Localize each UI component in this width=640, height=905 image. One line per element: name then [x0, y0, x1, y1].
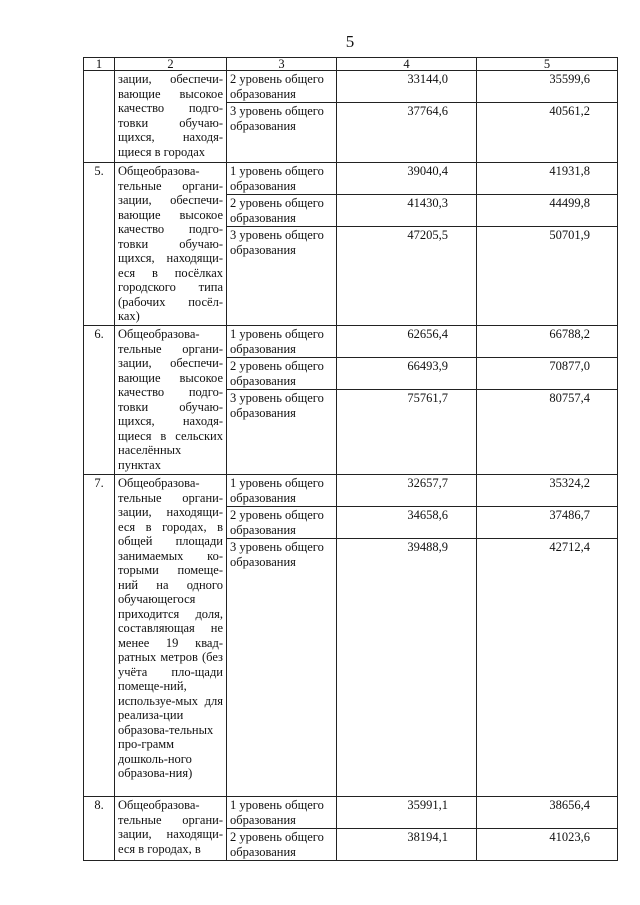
value-col-5: 35324,2 [477, 475, 618, 507]
value-col-5: 37486,7 [477, 507, 618, 539]
value-col-5: 44499,8 [477, 195, 618, 227]
table-row [84, 326, 618, 358]
value-col-4: 38194,1 [337, 829, 477, 861]
level-cell: 2 уровень общего образования [227, 507, 337, 539]
table-row [84, 797, 618, 829]
value-col-5: 41931,8 [477, 163, 618, 195]
row-description: Общеобразова-тельные органи-зации, находящи-еся в городах, в общей площади занимаемых ко-торыми помеще-ний на одного обучающегося приходится доля, составляющая не менее 19 квад-ратных метров (без учёта пло-щади помеще-ний, используе-мых для реализа-ции образова-тельных про-грамм дошколь-ного образова-ния) [115, 475, 227, 797]
page-number: 5 [345, 32, 355, 51]
value-col-5: 38656,4 [477, 797, 618, 829]
value-col-5: 35599,6 [477, 71, 618, 103]
value-col-4: 66493,9 [337, 358, 477, 390]
level-cell: 1 уровень общего образования [227, 797, 337, 829]
header-row [84, 58, 618, 71]
value-col-4: 35991,1 [337, 797, 477, 829]
level-cell: 3 уровень общего образования [227, 390, 337, 475]
row-description: Общеобразова-тельные органи-зации, обеспечи-вающие высокое качество подго-товки обучаю-щихся, находящи-еся в посёлках городского типа (рабочих посёл-ках) [115, 163, 227, 326]
value-col-4: 62656,4 [337, 326, 477, 358]
value-col-5: 66788,2 [477, 326, 618, 358]
value-col-4: 33144,0 [337, 71, 477, 103]
row-number: 5. [84, 163, 115, 326]
row-number [84, 71, 115, 163]
header-col-3: 3 [227, 58, 337, 71]
header-col-2: 2 [115, 58, 227, 71]
value-col-4: 41430,3 [337, 195, 477, 227]
value-col-5: 40561,2 [477, 103, 618, 163]
value-col-4: 47205,5 [337, 227, 477, 326]
row-description: зации, обеспечи-вающие высокое качество подго-товки обучаю-щихся, находя-щиеся в городах [115, 71, 227, 163]
value-col-4: 75761,7 [337, 390, 477, 475]
row-description: Общеобразова-тельные органи-зации, находящи-еся в городах, в [115, 797, 227, 861]
level-cell: 1 уровень общего образования [227, 475, 337, 507]
level-cell: 1 уровень общего образования [227, 163, 337, 195]
level-cell: 1 уровень общего образования [227, 326, 337, 358]
value-col-4: 34658,6 [337, 507, 477, 539]
level-cell: 3 уровень общего образования [227, 227, 337, 326]
row-number: 6. [84, 326, 115, 475]
table-row [84, 475, 618, 507]
value-col-4: 39488,9 [337, 539, 477, 797]
value-col-4: 32657,7 [337, 475, 477, 507]
tariff-table [83, 57, 618, 861]
level-cell: 3 уровень общего образования [227, 103, 337, 163]
value-col-4: 39040,4 [337, 163, 477, 195]
row-description: Общеобразова-тельные органи-зации, обеспечи-вающие высокое качество подго-товки обучаю-щихся, находя-щиеся в сельских населённых пунктах [115, 326, 227, 475]
value-col-5: 80757,4 [477, 390, 618, 475]
value-col-5: 50701,9 [477, 227, 618, 326]
table-row [84, 71, 618, 103]
header-col-5: 5 [477, 58, 618, 71]
level-cell: 2 уровень общего образования [227, 829, 337, 861]
row-number: 7. [84, 475, 115, 797]
value-col-5: 41023,6 [477, 829, 618, 861]
value-col-5: 70877,0 [477, 358, 618, 390]
header-col-1: 1 [84, 58, 115, 71]
row-number: 8. [84, 797, 115, 861]
table-row [84, 163, 618, 195]
level-cell: 2 уровень общего образования [227, 195, 337, 227]
value-col-4: 37764,6 [337, 103, 477, 163]
header-col-4: 4 [337, 58, 477, 71]
level-cell: 2 уровень общего образования [227, 71, 337, 103]
level-cell: 2 уровень общего образования [227, 358, 337, 390]
value-col-5: 42712,4 [477, 539, 618, 797]
level-cell: 3 уровень общего образования [227, 539, 337, 797]
